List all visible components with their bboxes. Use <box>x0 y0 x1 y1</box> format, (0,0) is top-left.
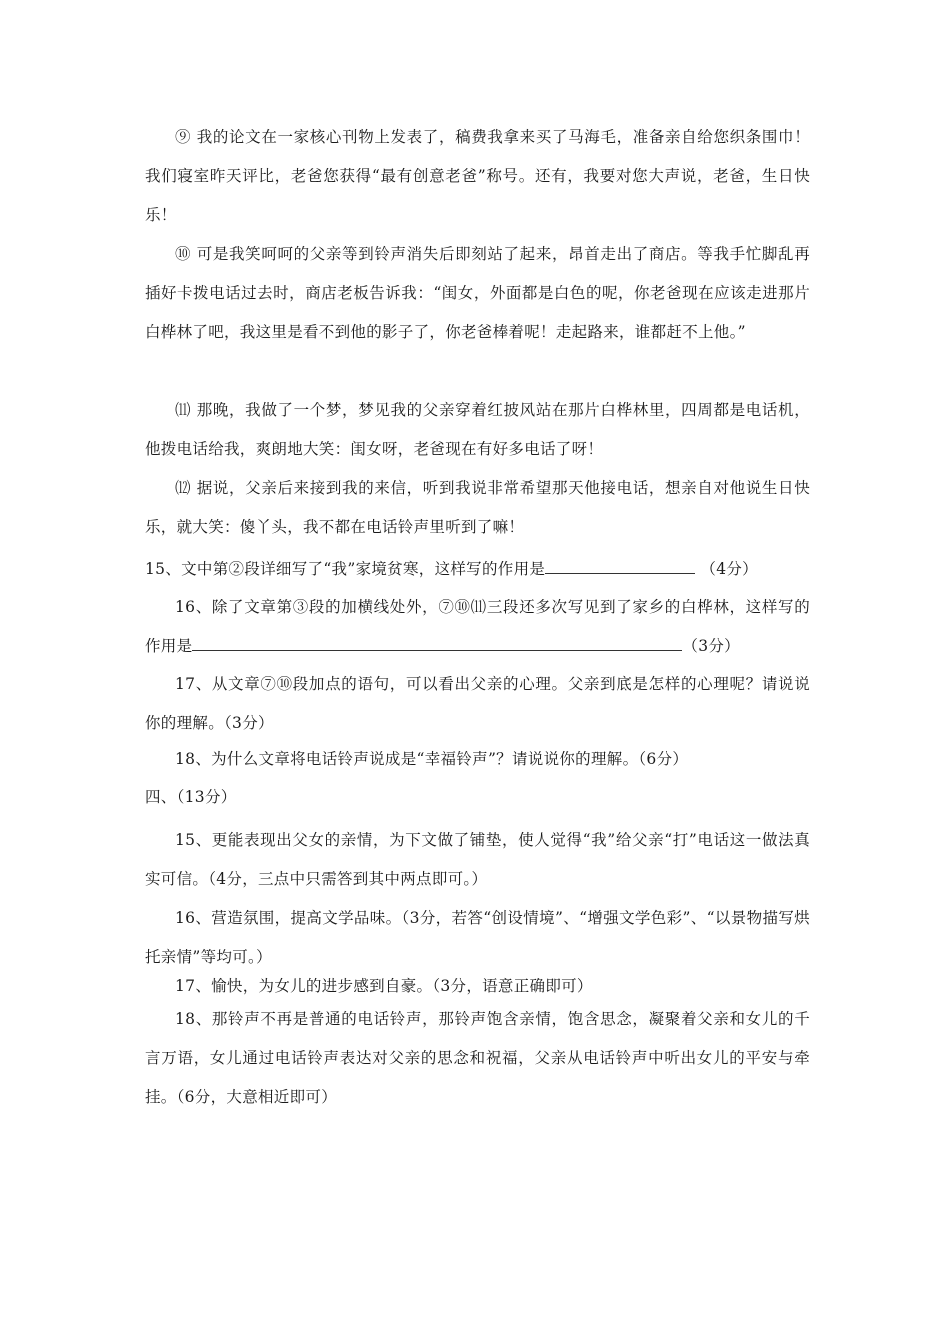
paragraph-12: ⑿ 据说，父亲后来接到我的来信，听到我说非常希望那天他接电话，想亲自对他说生日快乐，就大笑：傻丫头，我不都在电话铃声里听到了嘛！ <box>145 479 810 536</box>
question-16-score: （3分） <box>682 637 740 655</box>
question-15-text: 15、文中第②段详细写了“我”家境贫寒，这样写的作用是 <box>145 560 546 578</box>
question-16 <box>145 588 810 666</box>
answer-blank-15[interactable] <box>545 557 695 574</box>
answer-18: 18、那铃声不再是普通的电话铃声，那铃声饱含亲情，饱含思念，凝聚着父亲和女儿的千言万语，女儿通过电话铃声表达对父亲的思念和祝福，父亲从电话铃声中听出女儿的平安与牵挂。（6分，大意相近即可） <box>145 1010 810 1106</box>
question-18: 18、为什么文章将电话铃声说成是“幸福铃声”？请说说你的理解。（6分） <box>175 750 689 768</box>
section-heading: 四、（13分） <box>145 788 237 806</box>
question-17: 17、从文章⑦⑩段加点的语句，可以看出父亲的心理。父亲到底是怎样的心理呢？请说说你的理解。（3分） <box>145 675 810 732</box>
paragraph-11: ⑾ 那晚，我做了一个梦，梦见我的父亲穿着红披风站在那片白桦林里，四周都是电话机，他拨电话给我，爽朗地大笑：闺女呀，老爸现在有好多电话了呀！ <box>145 401 810 458</box>
answer-15: 15、更能表现出父女的亲情，为下文做了铺垫，使人觉得“我”给父亲“打”电话这一做法真实可信。（4分，三点中只需答到其中两点即可。） <box>145 831 810 888</box>
question-15-score: （4分） <box>700 560 758 578</box>
answer-17: 17、愉快，为女儿的进步感到自豪。（3分，语意正确即可） <box>175 977 593 995</box>
paragraph-10: ⑩ 可是我笑呵呵的父亲等到铃声消失后即刻站了起来，昂首走出了商店。等我手忙脚乱再插好卡拨电话过去时，商店老板告诉我：“闺女，外面都是白色的呢，你老爸现在应该走进那片白桦林了吧，我这里是看不到他的影子了，你老爸棒着呢！走起路来，谁都赶不上他。” <box>145 245 810 341</box>
question-15 <box>145 557 810 581</box>
answer-16: 16、营造氛围，提高文学品味。（3分，若答“创设情境”、“增强文学色彩”、“以景物描写烘托亲情”等均可。） <box>145 909 810 966</box>
answer-blank-16[interactable] <box>192 634 682 651</box>
paragraph-9: ⑨ 我的论文在一家核心刊物上发表了，稿费我拿来买了马海毛，准备亲自给您织条围巾！我们寝室昨天评比，老爸您获得“最有创意老爸”称号。还有，我要对您大声说，老爸，生日快乐！ <box>145 128 810 224</box>
question-16-text: 16、除了文章第③段的加横线处外，⑦⑩⑾三段还多次写见到了家乡的白桦林，这样写的作用是 <box>145 598 810 655</box>
